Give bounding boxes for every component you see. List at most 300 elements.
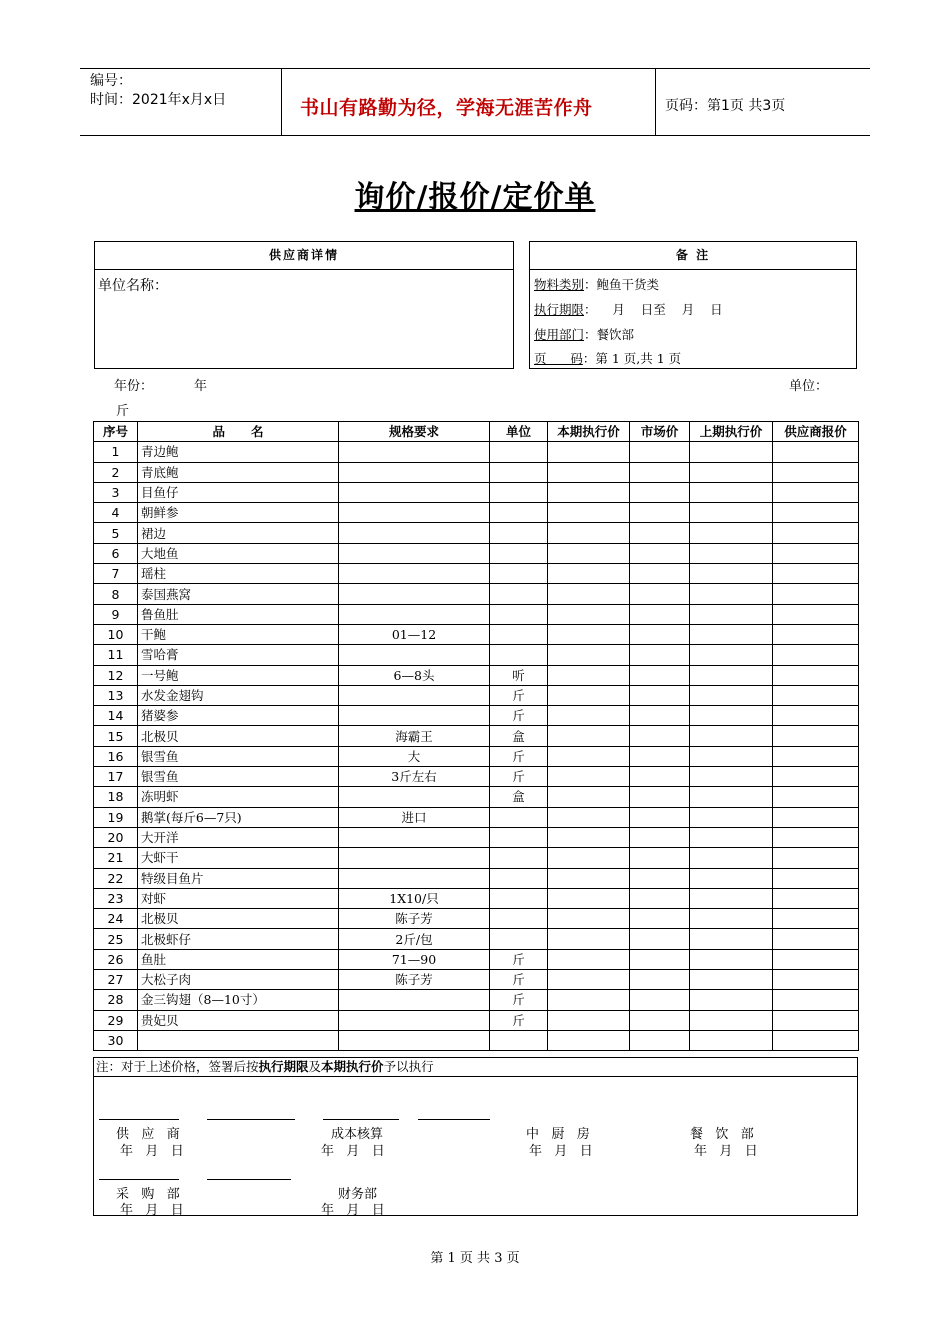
item-name: 大松子肉 <box>138 970 339 990</box>
table-row <box>94 706 859 726</box>
table-row <box>94 503 859 523</box>
market-price-cell[interactable] <box>630 685 690 705</box>
current-price-cell[interactable] <box>548 523 630 543</box>
last-price-cell[interactable] <box>690 624 773 644</box>
table-row <box>94 1030 859 1050</box>
last-price-cell[interactable] <box>690 888 773 908</box>
last-price-cell[interactable] <box>690 604 773 624</box>
row-number: 30 <box>94 1030 138 1050</box>
supplier-quote-cell[interactable] <box>773 685 859 705</box>
supplier-quote-cell[interactable] <box>773 888 859 908</box>
current-price-cell[interactable] <box>548 645 630 665</box>
sig-finance-date: 年 月 日 <box>321 1203 385 1218</box>
last-price-cell[interactable] <box>690 584 773 604</box>
row-number: 12 <box>94 665 138 685</box>
row-number: 4 <box>94 503 138 523</box>
item-unit: 斤 <box>490 746 548 766</box>
row-number: 19 <box>94 807 138 827</box>
signature-line <box>418 1119 490 1120</box>
year-label: 年份： <box>114 379 154 394</box>
current-price-cell[interactable] <box>548 949 630 969</box>
current-price-cell[interactable] <box>548 848 630 868</box>
item-unit <box>490 868 548 888</box>
item-spec <box>339 645 490 665</box>
sig-kitchen: 中 厨 房 <box>526 1127 590 1142</box>
current-price-cell[interactable] <box>548 929 630 949</box>
market-price-cell[interactable] <box>630 827 690 847</box>
item-unit: 斤 <box>490 706 548 726</box>
supplier-quote-cell[interactable] <box>773 970 859 990</box>
sig-purchase: 采 购 部 <box>116 1187 180 1202</box>
supplier-quote-cell[interactable] <box>773 645 859 665</box>
table-row <box>94 442 859 462</box>
current-price-cell[interactable] <box>548 807 630 827</box>
supplier-quote-cell[interactable] <box>773 564 859 584</box>
unit-value: 斤 <box>116 404 130 419</box>
market-price-cell[interactable] <box>630 1030 690 1050</box>
table-row <box>94 888 859 908</box>
time-label: 时间：2021年x月x日 <box>90 92 227 108</box>
col-header-unit: 单位 <box>490 422 548 442</box>
market-price-cell[interactable] <box>630 482 690 502</box>
market-price-cell[interactable] <box>630 543 690 563</box>
item-name: 裙边 <box>138 523 339 543</box>
current-price-cell[interactable] <box>548 787 630 807</box>
last-price-cell[interactable] <box>690 645 773 665</box>
market-price-cell[interactable] <box>630 604 690 624</box>
item-spec <box>339 868 490 888</box>
current-price-cell[interactable] <box>548 827 630 847</box>
market-price-cell[interactable] <box>630 888 690 908</box>
last-price-cell[interactable] <box>690 1030 773 1050</box>
item-unit <box>490 1030 548 1050</box>
unit-label: 单位： <box>789 379 829 394</box>
current-price-cell[interactable] <box>548 868 630 888</box>
item-unit <box>490 604 548 624</box>
item-name: 金三钩翅（8—10寸） <box>138 990 339 1010</box>
supplier-quote-cell[interactable] <box>773 523 859 543</box>
item-unit <box>490 462 548 482</box>
row-number: 16 <box>94 746 138 766</box>
current-price-cell[interactable] <box>548 442 630 462</box>
item-unit: 斤 <box>490 685 548 705</box>
market-price-cell[interactable] <box>630 523 690 543</box>
last-price-cell[interactable] <box>690 665 773 685</box>
item-spec: 2斤/包 <box>339 929 490 949</box>
item-unit <box>490 442 548 462</box>
last-price-cell[interactable] <box>690 482 773 502</box>
sig-purchase-date: 年 月 日 <box>120 1203 184 1218</box>
item-name: 鱼肚 <box>138 949 339 969</box>
remarks-box-heading: 备 注 <box>530 242 856 270</box>
market-price-cell[interactable] <box>630 970 690 990</box>
col-header-spec: 规格要求 <box>339 422 490 442</box>
market-price-cell[interactable] <box>630 990 690 1010</box>
item-spec <box>339 564 490 584</box>
last-price-cell[interactable] <box>690 564 773 584</box>
last-price-cell[interactable] <box>690 706 773 726</box>
current-price-cell[interactable] <box>548 665 630 685</box>
item-name: 鲁鱼肚 <box>138 604 339 624</box>
page-info: 页码：第1页 共3页 <box>665 98 786 114</box>
item-name: 青边鲍 <box>138 442 339 462</box>
item-unit <box>490 888 548 908</box>
row-number: 22 <box>94 868 138 888</box>
row-number: 8 <box>94 584 138 604</box>
row-number: 7 <box>94 564 138 584</box>
last-price-cell[interactable] <box>690 929 773 949</box>
sig-supplier-date: 年 月 日 <box>120 1144 184 1159</box>
current-price-cell[interactable] <box>548 990 630 1010</box>
header-divider <box>281 68 282 136</box>
table-row <box>94 807 859 827</box>
item-unit: 盒 <box>490 726 548 746</box>
supplier-quote-cell[interactable] <box>773 706 859 726</box>
row-number: 3 <box>94 482 138 502</box>
item-spec <box>339 685 490 705</box>
note-text: 注：对于上述价格，签署后按执行期限及本期执行价予以执行 <box>94 1058 857 1077</box>
market-price-cell[interactable] <box>630 1010 690 1030</box>
current-price-cell[interactable] <box>548 503 630 523</box>
header-top-rule <box>80 68 870 69</box>
item-unit <box>490 645 548 665</box>
item-spec <box>339 604 490 624</box>
table-row <box>94 1010 859 1030</box>
last-price-cell[interactable] <box>690 827 773 847</box>
last-price-cell[interactable] <box>690 787 773 807</box>
row-number: 2 <box>94 462 138 482</box>
market-price-cell[interactable] <box>630 787 690 807</box>
item-spec: 海霸王 <box>339 726 490 746</box>
row-number: 6 <box>94 543 138 563</box>
last-price-cell[interactable] <box>690 807 773 827</box>
item-spec <box>339 442 490 462</box>
current-price-cell[interactable] <box>548 624 630 644</box>
item-unit <box>490 543 548 563</box>
current-price-cell[interactable] <box>548 909 630 929</box>
market-price-cell[interactable] <box>630 564 690 584</box>
item-unit <box>490 503 548 523</box>
supplier-quote-cell[interactable] <box>773 584 859 604</box>
last-price-cell[interactable] <box>690 848 773 868</box>
row-number: 5 <box>94 523 138 543</box>
item-spec <box>339 787 490 807</box>
table-row <box>94 665 859 685</box>
table-row <box>94 929 859 949</box>
current-price-cell[interactable] <box>548 584 630 604</box>
current-price-cell[interactable] <box>548 564 630 584</box>
item-unit: 斤 <box>490 949 548 969</box>
sig-catering-date: 年 月 日 <box>694 1144 758 1159</box>
current-price-cell[interactable] <box>548 767 630 787</box>
market-price-cell[interactable] <box>630 503 690 523</box>
item-spec: 进口 <box>339 807 490 827</box>
item-name: 大开洋 <box>138 827 339 847</box>
supplier-quote-cell[interactable] <box>773 807 859 827</box>
market-price-cell[interactable] <box>630 665 690 685</box>
table-row <box>94 767 859 787</box>
item-unit <box>490 848 548 868</box>
current-price-cell[interactable] <box>548 726 630 746</box>
col-header-supplier-quote: 供应商报价 <box>773 422 859 442</box>
supplier-quote-cell[interactable] <box>773 929 859 949</box>
last-price-cell[interactable] <box>690 523 773 543</box>
market-price-cell[interactable] <box>630 929 690 949</box>
item-spec <box>339 503 490 523</box>
last-price-cell[interactable] <box>690 990 773 1010</box>
supplier-quote-cell[interactable] <box>773 482 859 502</box>
row-number: 24 <box>94 909 138 929</box>
table-row <box>94 848 859 868</box>
table-row <box>94 970 859 990</box>
item-spec <box>339 848 490 868</box>
supplier-quote-cell[interactable] <box>773 848 859 868</box>
item-unit <box>490 523 548 543</box>
market-price-cell[interactable] <box>630 848 690 868</box>
item-unit: 盒 <box>490 787 548 807</box>
supplier-quote-cell[interactable] <box>773 624 859 644</box>
unit-name-label: 单位名称： <box>98 278 168 294</box>
supplier-quote-cell[interactable] <box>773 726 859 746</box>
item-spec <box>339 1030 490 1050</box>
item-spec: 01—12 <box>339 624 490 644</box>
table-row <box>94 543 859 563</box>
row-number: 1 <box>94 442 138 462</box>
remark-department: 使用部门：餐饮部 <box>534 327 635 342</box>
table-row <box>94 787 859 807</box>
item-unit: 斤 <box>490 767 548 787</box>
col-header-current-price: 本期执行价 <box>548 422 630 442</box>
item-unit <box>490 584 548 604</box>
remark-execution-period: 执行期限： 月 日至 月 日 <box>534 302 723 317</box>
table-row <box>94 990 859 1010</box>
document-title: 询价/报价/定价单 <box>354 180 596 215</box>
supplier-quote-cell[interactable] <box>773 787 859 807</box>
table-row <box>94 827 859 847</box>
table-row <box>94 868 859 888</box>
item-name <box>138 1030 339 1050</box>
item-unit: 斤 <box>490 990 548 1010</box>
table-row <box>94 746 859 766</box>
table-row <box>94 482 859 502</box>
sig-kitchen-date: 年 月 日 <box>529 1144 593 1159</box>
supplier-quote-cell[interactable] <box>773 868 859 888</box>
signature-line <box>323 1119 399 1120</box>
item-name: 雪哈膏 <box>138 645 339 665</box>
current-price-cell[interactable] <box>548 970 630 990</box>
item-name: 猪婆参 <box>138 706 339 726</box>
sig-cost-date: 年 月 日 <box>321 1144 385 1159</box>
item-name: 对虾 <box>138 888 339 908</box>
last-price-cell[interactable] <box>690 767 773 787</box>
last-price-cell[interactable] <box>690 503 773 523</box>
current-price-cell[interactable] <box>548 462 630 482</box>
item-name: 北极贝 <box>138 726 339 746</box>
item-unit: 斤 <box>490 1010 548 1030</box>
item-spec <box>339 706 490 726</box>
table-row <box>94 604 859 624</box>
supplier-quote-cell[interactable] <box>773 543 859 563</box>
table-row <box>94 685 859 705</box>
current-price-cell[interactable] <box>548 888 630 908</box>
row-number: 15 <box>94 726 138 746</box>
market-price-cell[interactable] <box>630 645 690 665</box>
header-divider <box>655 68 656 136</box>
item-spec <box>339 482 490 502</box>
item-unit <box>490 827 548 847</box>
item-unit: 斤 <box>490 970 548 990</box>
current-price-cell[interactable] <box>548 543 630 563</box>
item-unit <box>490 564 548 584</box>
supplier-quote-cell[interactable] <box>773 746 859 766</box>
market-price-cell[interactable] <box>630 807 690 827</box>
row-number: 9 <box>94 604 138 624</box>
supplier-quote-cell[interactable] <box>773 990 859 1010</box>
item-spec <box>339 827 490 847</box>
item-name: 一号鲍 <box>138 665 339 685</box>
market-price-cell[interactable] <box>630 868 690 888</box>
item-name: 冻明虾 <box>138 787 339 807</box>
item-name: 干鲍 <box>138 624 339 644</box>
sig-finance: 财务部 <box>338 1187 378 1202</box>
last-price-cell[interactable] <box>690 970 773 990</box>
header-bottom-rule <box>80 135 870 136</box>
supplier-quote-cell[interactable] <box>773 909 859 929</box>
supplier-quote-cell[interactable] <box>773 604 859 624</box>
current-price-cell[interactable] <box>548 482 630 502</box>
market-price-cell[interactable] <box>630 726 690 746</box>
table-row <box>94 624 859 644</box>
row-number: 18 <box>94 787 138 807</box>
sig-catering: 餐 饮 部 <box>690 1127 754 1142</box>
signature-line <box>207 1179 291 1180</box>
row-number: 14 <box>94 706 138 726</box>
table-row <box>94 523 859 543</box>
sig-cost: 成本核算 <box>331 1127 384 1142</box>
last-price-cell[interactable] <box>690 1010 773 1030</box>
item-name: 大地鱼 <box>138 543 339 563</box>
row-number: 26 <box>94 949 138 969</box>
supplier-quote-cell[interactable] <box>773 665 859 685</box>
market-price-cell[interactable] <box>630 462 690 482</box>
item-unit <box>490 624 548 644</box>
table-header-row <box>94 422 859 442</box>
table-row <box>94 726 859 746</box>
market-price-cell[interactable] <box>630 584 690 604</box>
table-row <box>94 584 859 604</box>
market-price-cell[interactable] <box>630 442 690 462</box>
item-unit <box>490 909 548 929</box>
supplier-quote-cell[interactable] <box>773 1030 859 1050</box>
item-spec <box>339 523 490 543</box>
item-spec <box>339 584 490 604</box>
row-number: 25 <box>94 929 138 949</box>
last-price-cell[interactable] <box>690 726 773 746</box>
item-name: 北极贝 <box>138 909 339 929</box>
supplier-quote-cell[interactable] <box>773 442 859 462</box>
last-price-cell[interactable] <box>690 868 773 888</box>
item-name: 银雪鱼 <box>138 767 339 787</box>
current-price-cell[interactable] <box>548 685 630 705</box>
item-name: 目鱼仔 <box>138 482 339 502</box>
current-price-cell[interactable] <box>548 604 630 624</box>
row-number: 23 <box>94 888 138 908</box>
last-price-cell[interactable] <box>690 685 773 705</box>
item-spec <box>339 543 490 563</box>
market-price-cell[interactable] <box>630 624 690 644</box>
item-spec: 3斤左右 <box>339 767 490 787</box>
item-name: 大虾干 <box>138 848 339 868</box>
signature-line <box>207 1119 295 1120</box>
item-name: 鹅掌(每斤6—7只) <box>138 807 339 827</box>
table-row <box>94 909 859 929</box>
item-name: 泰国燕窝 <box>138 584 339 604</box>
row-number: 28 <box>94 990 138 1010</box>
supplier-box-heading: 供应商详情 <box>95 242 513 270</box>
supplier-quote-cell[interactable] <box>773 1010 859 1030</box>
table-row <box>94 645 859 665</box>
last-price-cell[interactable] <box>690 909 773 929</box>
last-price-cell[interactable] <box>690 543 773 563</box>
supplier-quote-cell[interactable] <box>773 827 859 847</box>
item-spec <box>339 1010 490 1030</box>
last-price-cell[interactable] <box>690 746 773 766</box>
row-number: 29 <box>94 1010 138 1030</box>
current-price-cell[interactable] <box>548 706 630 726</box>
table-row <box>94 949 859 969</box>
last-price-cell[interactable] <box>690 462 773 482</box>
last-price-cell[interactable] <box>690 949 773 969</box>
table-row <box>94 564 859 584</box>
remark-material-type: 物料类别：鲍鱼干货类 <box>534 277 660 292</box>
item-name: 青底鲍 <box>138 462 339 482</box>
item-name: 瑶柱 <box>138 564 339 584</box>
current-price-cell[interactable] <box>548 1010 630 1030</box>
item-name: 银雪鱼 <box>138 746 339 766</box>
supplier-quote-cell[interactable] <box>773 767 859 787</box>
row-number: 20 <box>94 827 138 847</box>
current-price-cell[interactable] <box>548 1030 630 1050</box>
col-header-market-price: 市场价 <box>630 422 690 442</box>
market-price-cell[interactable] <box>630 909 690 929</box>
current-price-cell[interactable] <box>548 746 630 766</box>
serial-label: 编号： <box>90 73 132 89</box>
market-price-cell[interactable] <box>630 949 690 969</box>
supplier-quote-cell[interactable] <box>773 503 859 523</box>
item-spec: 6—8头 <box>339 665 490 685</box>
item-name: 特级目鱼片 <box>138 868 339 888</box>
item-spec: 陈子芳 <box>339 970 490 990</box>
supplier-quote-cell[interactable] <box>773 949 859 969</box>
last-price-cell[interactable] <box>690 442 773 462</box>
market-price-cell[interactable] <box>630 746 690 766</box>
item-name: 水发金翅钩 <box>138 685 339 705</box>
price-table <box>93 421 859 1051</box>
item-unit <box>490 929 548 949</box>
item-name: 北极虾仔 <box>138 929 339 949</box>
supplier-quote-cell[interactable] <box>773 462 859 482</box>
col-header-name: 品 名 <box>138 422 339 442</box>
header-left <box>90 72 226 110</box>
row-number: 11 <box>94 645 138 665</box>
sig-supplier: 供 应 商 <box>116 1127 180 1142</box>
row-number: 13 <box>94 685 138 705</box>
market-price-cell[interactable] <box>630 767 690 787</box>
motto: 书山有路勤为径，学海无涯苦作舟 <box>300 97 593 119</box>
item-unit <box>490 807 548 827</box>
market-price-cell[interactable] <box>630 706 690 726</box>
table-row <box>94 462 859 482</box>
